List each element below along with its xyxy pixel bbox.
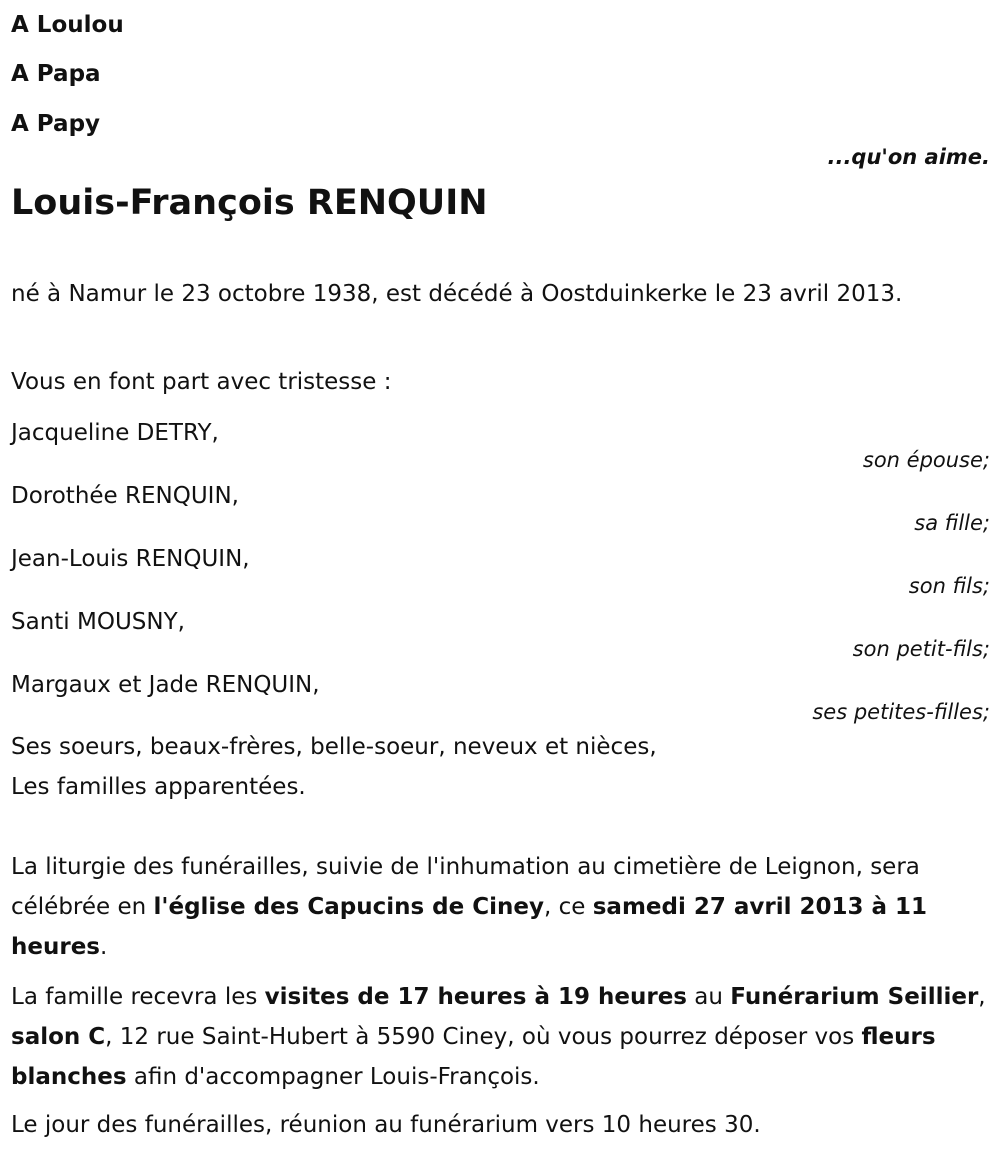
- family-member: [11, 671, 990, 725]
- flowers-note: fleurs blanches: [11, 1024, 936, 1090]
- visits-text: La famille recevra les visites de 17 heures à 19 heures au Funérarium Seillier, salon C, 12 rue Saint-Hubert à 5590 Ciney, où vous pourrez déposer vos fleurs blanches afin d'accompagner Louis-François.: [11, 984, 986, 1090]
- visit-hours: visites de 17 heures à 19 heures: [264, 984, 687, 1010]
- family-member-relation: son fils;: [908, 574, 990, 598]
- dedication-line: A Loulou: [11, 12, 124, 38]
- family-member-name: Margaux et Jade RENQUIN,: [11, 672, 320, 698]
- salon-name: salon C: [11, 1024, 106, 1050]
- funerarium-name: Funérarium Seillier: [730, 984, 979, 1010]
- church-name: l'église des Capucins de Ciney: [153, 894, 544, 920]
- family-member-relation: son épouse;: [862, 448, 990, 472]
- meeting-text: Le jour des funérailles, réunion au funérarium vers 10 heures 30.: [11, 1112, 761, 1138]
- dedication-line: A Papy: [11, 111, 101, 137]
- tagline: ...qu'on aime.: [827, 145, 990, 169]
- family-member-name: Santi MOUSNY,: [11, 609, 185, 635]
- family-member-name: Dorothée RENQUIN,: [11, 483, 239, 509]
- family-member-name: Jacqueline DETRY,: [11, 420, 219, 446]
- relatives-line: Les familles apparentées.: [11, 774, 306, 800]
- family-member: [11, 482, 990, 536]
- family-member: [11, 419, 990, 473]
- family-member-relation: sa fille;: [914, 511, 990, 535]
- family-member: [11, 545, 990, 599]
- family-member-relation: ses petites-filles;: [812, 700, 990, 724]
- dedication-line: A Papa: [11, 61, 101, 87]
- relatives-line: Ses soeurs, beaux-frères, belle-soeur, neveux et nièces,: [11, 734, 657, 760]
- birth-death-text: né à Namur le 23 octobre 1938, est décédé à Oostduinkerke le 23 avril 2013.: [11, 281, 903, 307]
- family-member-relation: son petit-fils;: [852, 637, 990, 661]
- family-member: [11, 608, 990, 662]
- intro-text: Vous en font part avec tristesse :: [11, 369, 392, 395]
- deceased-name: Louis-François RENQUIN: [11, 183, 488, 223]
- funeral-datetime: samedi 27 avril 2013 à 11 heures: [11, 894, 928, 960]
- family-member-name: Jean-Louis RENQUIN,: [11, 546, 250, 572]
- funeral-text: La liturgie des funérailles, suivie de l'inhumation au cimetière de Leignon, sera célébrée en l'église des Capucins de Ciney, ce samedi 27 avril 2013 à 11 heures.: [11, 854, 928, 960]
